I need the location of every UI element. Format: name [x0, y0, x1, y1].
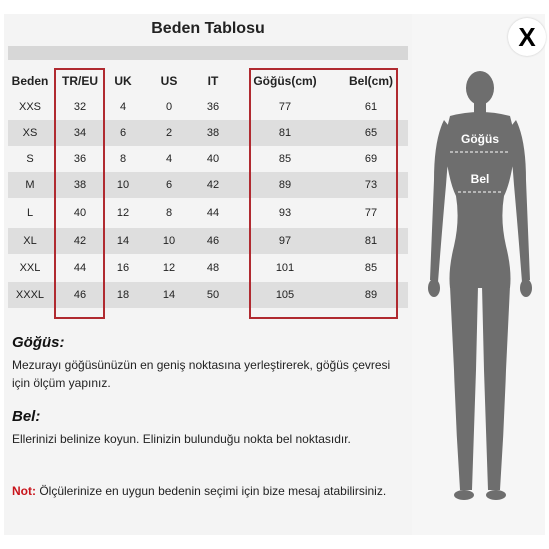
table-cell: XXXL [15, 289, 45, 301]
table-cell: 4 [165, 153, 173, 165]
table-cell: 36 [206, 101, 220, 113]
table-cell: 93 [278, 207, 292, 219]
table-cell: 8 [165, 207, 173, 219]
bel-title: Bel: [12, 408, 41, 425]
table-cell: XXS [18, 101, 41, 113]
table-cell: S [26, 153, 34, 165]
header-cell: Göğüs(cm) [253, 74, 317, 88]
table-cell: 12 [162, 262, 176, 274]
note-text [12, 482, 408, 500]
table-cell: 42 [73, 235, 87, 247]
table-cell: 81 [364, 235, 378, 247]
table-cell: 50 [206, 289, 220, 301]
header-cell: Beden [11, 74, 49, 88]
table-cell: 6 [165, 179, 173, 191]
header-cell: UK [114, 74, 132, 88]
header-cell: Bel(cm) [348, 74, 393, 88]
table-cell: 42 [206, 179, 220, 191]
table-cell: 73 [364, 179, 378, 191]
table-cell: 89 [278, 179, 292, 191]
table-cell: 81 [278, 127, 292, 139]
table-cell: 8 [119, 153, 127, 165]
table-cell: 77 [364, 207, 378, 219]
table-cell: 85 [278, 153, 292, 165]
header-cell: IT [207, 74, 219, 88]
bel-text: Ellerinizi belinize koyun. Elinizin bulunduğu nokta bel noktasıdır. [12, 432, 351, 446]
table-cell: XXL [19, 262, 41, 274]
table-cell: 4 [119, 101, 127, 113]
gogus-figure-label: Göğüs [461, 132, 499, 146]
table-cell: 14 [162, 289, 176, 301]
body-silhouette [420, 70, 540, 530]
close-icon: X [518, 21, 536, 52]
tr-eu-highlight [54, 68, 105, 319]
table-cell: 38 [73, 179, 87, 191]
table-cell: 77 [278, 101, 292, 113]
table-cell: 40 [206, 153, 220, 165]
table-cell: 10 [116, 179, 130, 191]
gogus-title: Göğüs: [12, 334, 65, 351]
table-cell: 40 [73, 207, 87, 219]
table-cell: 36 [73, 153, 87, 165]
table-cell: 61 [364, 101, 378, 113]
table-cell: 44 [73, 262, 87, 274]
gogus-text: Mezurayı göğüsünüzün en geniş noktasına yerleştirerek, göğüs çevresi için ölçüm yapınız. [12, 358, 391, 390]
table-cell: 34 [73, 127, 87, 139]
table-cell: 97 [278, 235, 292, 247]
measurement-highlight [249, 68, 398, 319]
note-body: Ölçülerinize en uygun bedenin seçimi için bize mesaj atabilirsiniz. [36, 484, 387, 498]
table-cell: 12 [116, 207, 130, 219]
chart-title: Beden Tablosu [151, 20, 265, 37]
table-cell: 89 [364, 289, 378, 301]
table-cell: 48 [206, 262, 220, 274]
table-cell: 69 [364, 153, 378, 165]
table-cell: XL [23, 235, 37, 247]
table-cell: 44 [206, 207, 220, 219]
table-cell: 10 [162, 235, 176, 247]
table-cell: 38 [206, 127, 220, 139]
header-cell: TR/EU [62, 74, 98, 88]
table-cell: 14 [116, 235, 130, 247]
table-cell: L [26, 207, 34, 219]
table-cell: M [25, 179, 35, 191]
table-cell: 101 [275, 262, 295, 274]
table-cell: 16 [116, 262, 130, 274]
table-cell: 32 [73, 101, 87, 113]
table-cell: 18 [116, 289, 130, 301]
table-cell: 65 [364, 127, 378, 139]
note-label: Not: [12, 484, 36, 498]
table-cell: 46 [206, 235, 220, 247]
table-cell: 0 [165, 101, 173, 113]
table-cell: 2 [165, 127, 173, 139]
table-cell: 46 [73, 289, 87, 301]
table-cell: 105 [275, 289, 295, 301]
table-cell: 85 [364, 262, 378, 274]
table-cell: 6 [119, 127, 127, 139]
title-divider [8, 46, 408, 60]
table-cell: XS [22, 127, 38, 139]
bel-figure-label: Bel [470, 172, 490, 186]
close-button[interactable] [508, 18, 546, 56]
header-cell: US [160, 74, 178, 88]
